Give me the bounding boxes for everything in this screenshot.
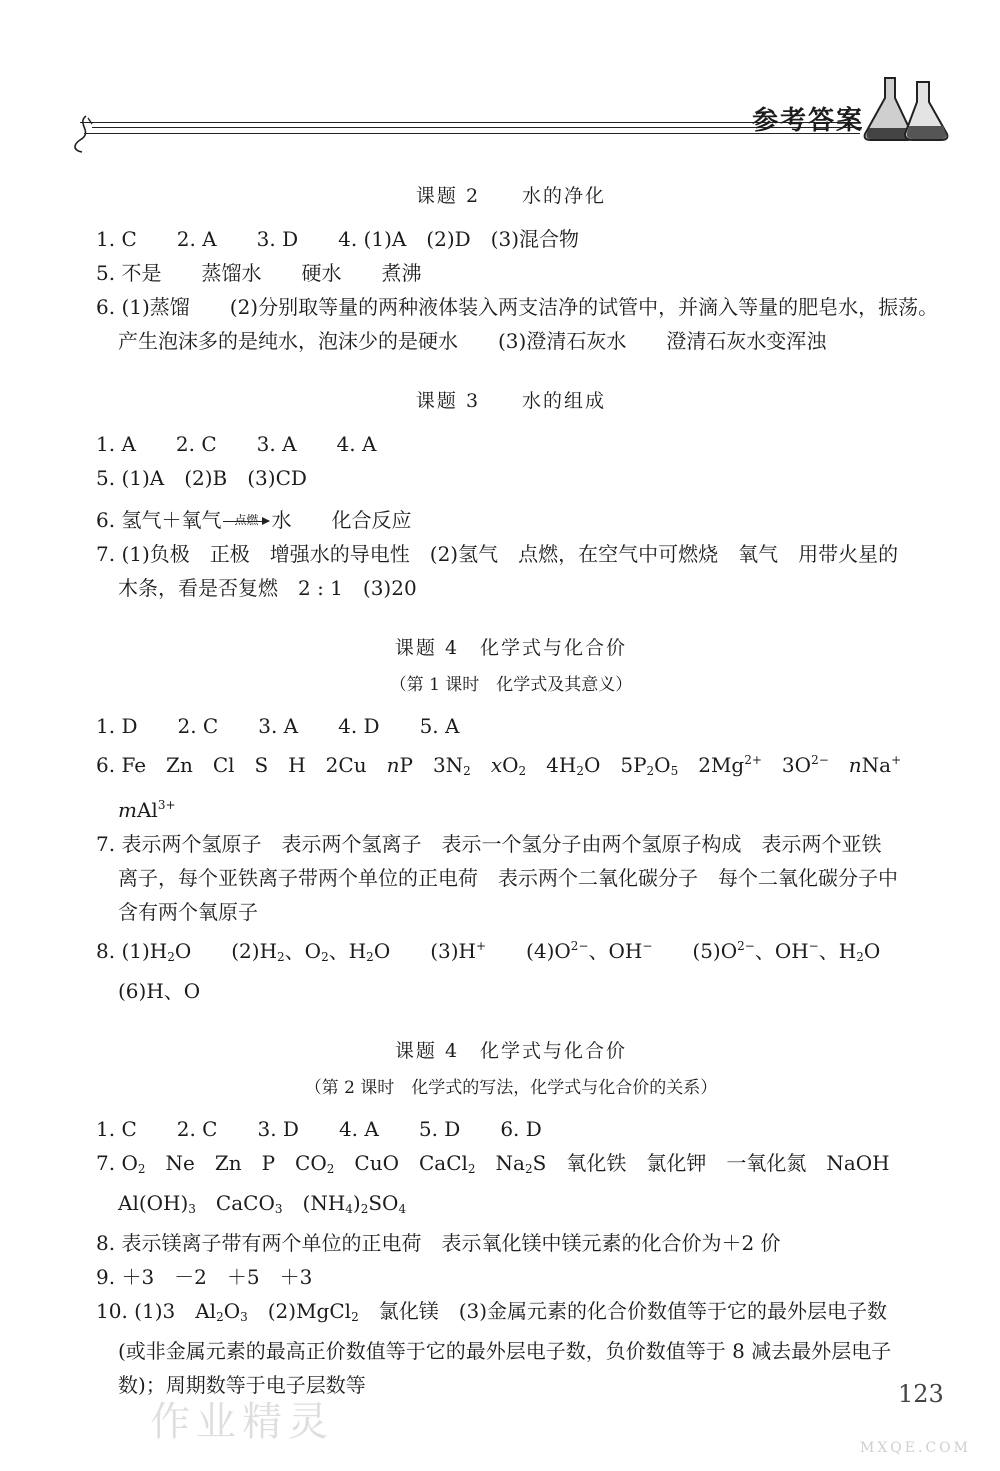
section-title: 课题 2 水的净化 <box>415 185 607 207</box>
answer-line: 7. (1)负极 正极 增强水的导电性 (2)氢气 点燃，在空气中可燃烧 氧气 用带火星的 <box>96 542 899 566</box>
answer-line: 9. ＋3 －2 ＋5 ＋3 <box>96 1265 313 1289</box>
header-rule-mid <box>92 127 862 128</box>
formula-line: 7. $O_2$ Ne Zn P $CO_2$ CuO CaCl$_2$ $Na_2S$ 氧化铁 氯化钾 一氧化氮 NaOH <box>96 1151 890 1176</box>
answer-line: 7. 表示两个氢原子 表示两个氢离子 表示一个氢分子由两个氢原子构成 表示两个亚铁 <box>96 832 882 856</box>
formula-line: mAl$^{3+}$ <box>118 798 176 822</box>
compound-names: 氧化铁 氯化钾 一氧化氮 <box>566 1151 807 1175</box>
answer-line: 1. A 2. C 3. A 4. A <box>96 432 377 456</box>
answer-line: 数)；周期数等于电子层数等 <box>118 1373 366 1397</box>
reaction-product: 水 <box>271 508 292 532</box>
answer-line: 含有两个氧原子 <box>118 900 258 924</box>
brand-watermark: MXQE.COM <box>860 1440 971 1456</box>
header-rule-bottom <box>84 133 860 134</box>
formula-line: 6. Fe Zn Cl S H 2Cu nP $3N_2$ $xO_2$ $4H_2O$ $5P_2O_5$ $2Mg^{2+}$ $3O^{2-}$ nNa+ <box>96 753 902 778</box>
answer-line: 5. 不是 蒸馏水 硬水 煮沸 <box>96 261 422 285</box>
answer-line: 木条，看是否复燃 2 : 1 (3)20 <box>118 576 417 600</box>
section-title: 课题 4 化学式与化合价 <box>394 1040 628 1062</box>
page-number: 123 <box>898 1380 944 1408</box>
answer-line: 离子，每个亚铁离子带两个单位的正电荷 表示两个二氧化碳分子 每个二氧化碳分子中 <box>118 866 898 890</box>
answer-line: (或非金属元素的最高正价数值等于它的最外层电子数，负价数值等于 8 减去最外层电子 <box>118 1339 892 1363</box>
header-rule-top <box>80 122 860 123</box>
formula-line: 8. $(1)H_2O$ $(2)H_2$、$O_2$、$H_2O$ (3)H+ $(4)O^{2-}$、OH− $(5)O^{2-}$、OH−、$H_2O$ <box>96 939 881 964</box>
page-header <box>0 60 1000 170</box>
answer-line: 1. D 2. C 3. A 4. D 5. A <box>96 714 460 738</box>
compound-name: 氯化镁 <box>378 1299 439 1323</box>
section-title: 课题 3 水的组成 <box>415 390 607 412</box>
formula-line: (6)H、O <box>118 979 201 1003</box>
arrow-icon <box>223 521 269 522</box>
answer-text: (3)金属元素的化合价数值等于它的最外层电子数 <box>458 1299 888 1323</box>
reaction-reactants: 6. 氢气＋氧气 <box>96 508 222 532</box>
flask-icon <box>855 72 955 144</box>
answer-line: 8. 表示镁离子带有两个单位的正电荷 表示氧化镁中镁元素的化合价为＋2 价 <box>96 1231 781 1255</box>
answer-line: 产生泡沫多的是纯水，泡沫少的是硬水 (3)澄清石灰水 澄清石灰水变浑浊 <box>118 329 827 353</box>
flourish-icon <box>66 114 106 154</box>
reaction-arrow <box>223 513 269 527</box>
section-subtitle: （第 2 课时 化学式的写法，化学式与化合价的关系） <box>304 1078 718 1098</box>
watermark: 作业精灵 <box>150 1399 334 1445</box>
section-subtitle: （第 1 课时 化学式及其意义） <box>389 675 633 695</box>
answer-line: 1. C 2. A 3. D 4. (1)A (2)D (3)混合物 <box>96 227 580 251</box>
answer-line: 1. C 2. C 3. D 4. A 5. D 6. D <box>96 1117 542 1141</box>
answer-line: 5. (1)A (2)B (3)CD <box>96 466 307 490</box>
formula-line: 10. (1)3 $Al_2O_3$ (2)MgCl$_2$ 氯化镁 (3)金属元素的化合价数值等于它的最外层电子数 <box>96 1299 888 1324</box>
section-title: 课题 4 化学式与化合价 <box>394 637 628 659</box>
reaction-condition: 点燃 <box>234 513 259 527</box>
reaction-line <box>96 503 926 537</box>
answer-line: 6. (1)蒸馏 (2)分别取等量的两种液体装入两支洁净的试管中，并滴入等量的肥皂水，振荡。 <box>96 295 939 319</box>
header-title: 参考答案 <box>752 106 865 136</box>
formula-line: $Al(OH)_3$ CaCO$_3$ $(NH_4)_2SO_4$ <box>118 1191 407 1216</box>
reaction-type: 化合反应 <box>331 508 412 532</box>
